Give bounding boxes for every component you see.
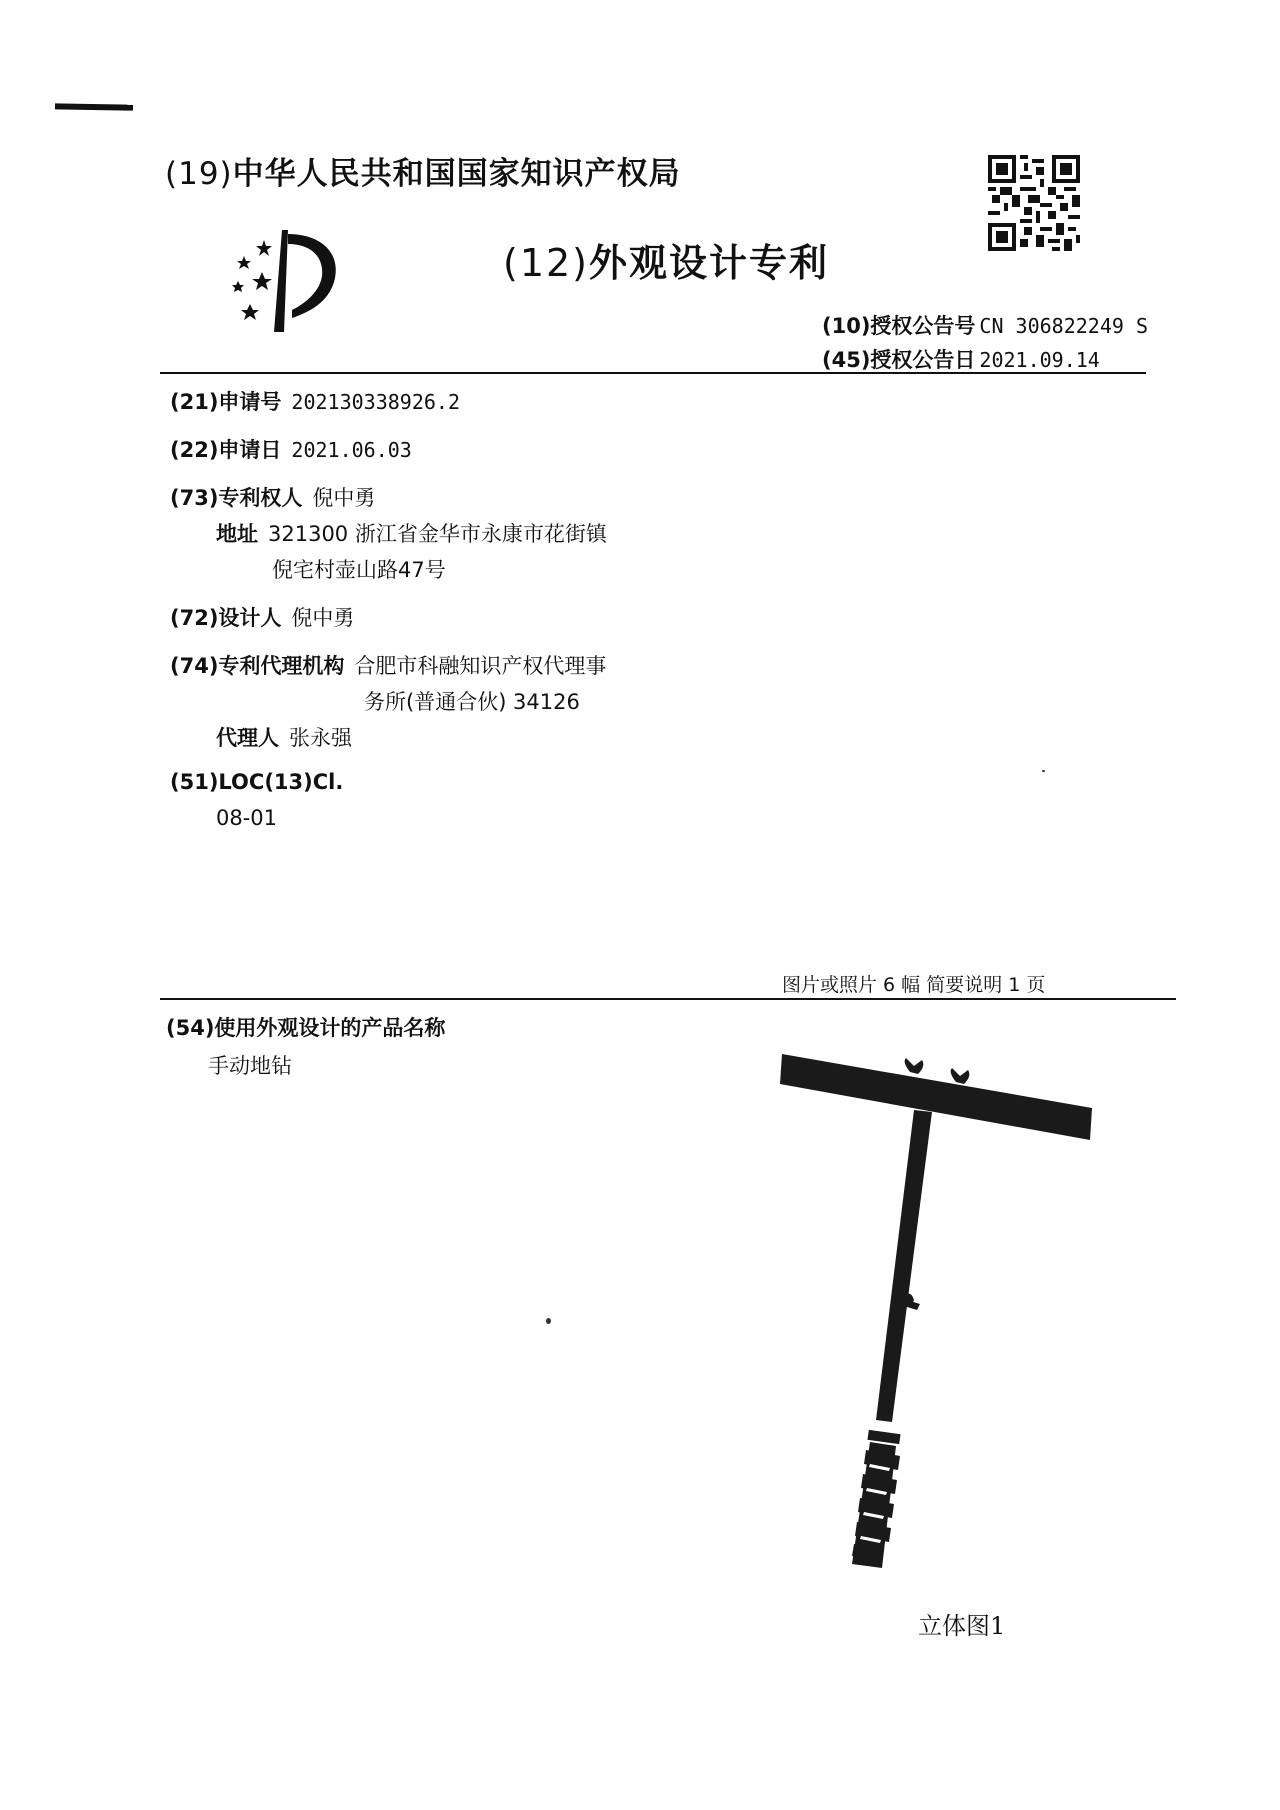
application-number-value: 202130338926.2 (291, 390, 460, 414)
agent-label: 代理人 (216, 726, 279, 750)
application-date (170, 434, 412, 464)
publication-date-value: 2021.09.14 (979, 348, 1100, 372)
scan-mark (55, 103, 133, 110)
address-line-1: 321300 浙江省金华市永康市花街镇 (268, 522, 607, 546)
address-label: 地址 (216, 522, 258, 546)
publication-date-label: (45)授权公告日 (822, 348, 976, 372)
loc-label: (51)LOC(13)Cl. (170, 770, 344, 794)
header-rule (160, 372, 1146, 374)
product-name: 手动地钻 (208, 1054, 292, 1078)
loc-classification (170, 770, 343, 794)
document-type (503, 232, 829, 287)
product-name-label: (54)使用外观设计的产品名称 (166, 1016, 446, 1040)
application-number (170, 386, 460, 416)
agent (216, 722, 352, 752)
cnipa-logo-icon (222, 226, 352, 336)
application-date-value: 2021.06.03 (291, 438, 412, 462)
application-number-label: (21)申请号 (170, 390, 282, 414)
section-rule (160, 998, 1176, 1000)
designer (170, 602, 354, 632)
publication-date (822, 344, 1100, 374)
agency-label: (74)专利代理机构 (170, 654, 345, 678)
agency-line-2: 务所(普通合伙) 34126 (364, 690, 580, 714)
product-name-section (166, 1012, 445, 1042)
loc-value (216, 806, 277, 830)
figure-caption: 立体图1 (918, 1612, 1006, 1640)
patentee (170, 482, 375, 512)
qr-code-icon (988, 155, 1080, 251)
patentee-label: (73)专利权人 (170, 486, 303, 510)
doc-type-title: 外观设计专利 (589, 241, 830, 285)
images-info: 图片或照片 6 幅 简要说明 1 页 (782, 974, 1046, 996)
office-code: (19) (165, 156, 233, 192)
address (216, 518, 607, 548)
designer-label: (72)设计人 (170, 606, 282, 630)
patentee-value: 倪中勇 (312, 486, 376, 510)
agency-line-1: 合肥市科融知识产权代理事 (354, 654, 607, 678)
agent-value: 张永强 (289, 726, 352, 750)
office-name: 中华人民共和国国家知识产权局 (232, 156, 681, 192)
publication-number (822, 310, 1148, 340)
publication-number-label: (10)授权公告号 (822, 314, 976, 338)
scan-speck (1042, 770, 1045, 772)
application-date-label: (22)申请日 (170, 438, 282, 462)
designer-value: 倪中勇 (291, 606, 355, 630)
publication-number-value: CN 306822249 S (979, 314, 1148, 338)
patent-agency (170, 650, 606, 680)
office-header (165, 148, 681, 193)
scan-speck (546, 1318, 551, 1324)
loc-code: 08-01 (216, 806, 278, 830)
hand-auger-drawing (760, 1040, 1100, 1580)
address-line-2: 倪宅村壶山路47号 (272, 558, 446, 582)
doc-type-code: (12) (503, 241, 590, 285)
